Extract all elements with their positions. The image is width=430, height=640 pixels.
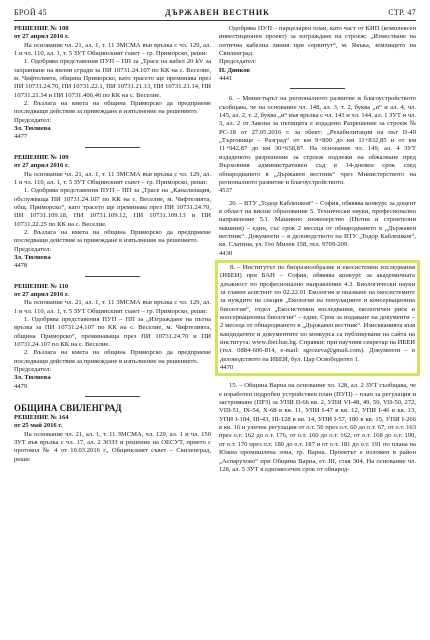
paragraph: 2. Възлага на кмета на община Приморско да предприеме последващи действия за привеждане в изпълнение на решението. <box>14 228 211 245</box>
gazette-title: ДЪРЖАВЕН ВЕСТНИК <box>165 7 270 17</box>
decision-108 <box>14 25 211 142</box>
notice-number: 4479 <box>14 382 28 390</box>
chair-name: Зл. Тюлиева <box>14 125 51 133</box>
ibei-notice: 8. – Институтът по биоразнообразие и екосистемни изследвания (ИБЕИ) при БАН – София, обявява конкурс за академичната длъжност по професионално направление 4.3. Биологически науки за главен асистент по 02.22.01 Екология и опазване на екосистемите за нуждите на секция „Екология на популациите и консервационна биология“, отдел „Екосистемни изследвания, екологичен риск и консервационна биология“ – един. Срок за подаване на документи – 2 месеца от обнародването в „Държавен вестник“. Изискванията към кандидатите и документите по конкурса са публикувани на сайта на института: www.iber.bas.bg. Справки: при научния секретар на ИБЕИ (тел. 0884-606-814, e-mail: sgrozeva@gmail.com). Документи – в деловодството на ИБЕИ, бул. Цар Освободител 1. <box>220 263 415 363</box>
paragraph: 2. Възлага на кмета на община Приморско да предприеме последващи действия за привеждане в изпълнение на решението. <box>14 349 211 365</box>
highlighted-notice <box>215 260 420 376</box>
decision-title: РЕШЕНИЕ № 164 <box>14 414 69 422</box>
varna-notice: 15. – Община Варна на основание чл. 128, ал. 2 ЗУТ съобщава, че е изработен подробен устройствен план (ПУП) – план за регулация и застрояване (ПРЗ) за УПИ II-66 кв. 2, УПИ VI-48, 49, 50, VII-50, 272, VIII-51, IX-54, X-68 в кв. 11, УПИ I-47 в кв. 12, УПИ I-46 в кв. 13, УПИ I-184, III-43, III-128 в кв. 14, УПИ I-57, 180 в кв. 15, УПИ I-266 в кв. 16 и улична регулация от о.т. 56 през о.т. 60 до о.т. 67, от о.т. 163 през о.т. 162 до о.т. 176, от о.т. 160 до о.т. 162, от о.т. 168 до о.т. 190, от о.т. 170 през о.т. 180 до о.т. 187 и от о.т. 181 до о.т. 191 по плана на Южна промишлена зона, гр. Варна. Проектът е изложен в район „Аспарухово“ при Община Варна, ет. III, стая 304. На основание чл. 128, ал. 5 ЗУТ в едномесечен срок от обнарод- <box>219 382 416 473</box>
paragraph: На основание чл. 21, ал. 1, т. 11 ЗМСМА, чл. 129, ал. 1 и чл. 150 ЗУТ във връзка с чл. 17, ал. 2 ЗОЗЗ и решение на ОЕСУТ, прието с протокол № 4 от 10.03.2016 г., Общинският съвет – Свиленград, реши: <box>14 430 211 463</box>
chair-label: Председател: <box>14 116 52 124</box>
right-column <box>219 25 416 474</box>
decision-date: от 27 април 2016 г. <box>14 290 69 298</box>
paragraph: На основание чл. 21, ал. 1, т. 11 ЗМСМА във връзка с чл. 129, ал. 1 и чл. 110, ал. 1, т. 5 ЗУТ Общинският съвет – гр. Приморско, реши: <box>14 299 211 315</box>
decision-109 <box>14 154 211 271</box>
chair-name: Н. Динков <box>219 66 250 74</box>
notice-number: 4441 <box>219 75 233 83</box>
municipality-svilengrad <box>14 403 211 464</box>
paragraph: На основание чл. 21, ал. 1, т. 11 ЗМСМА във връзка с чл. 129, ал. 1 и чл. 110, ал. 1, т. 5 ЗУТ Общинският съвет – гр. Приморско, реши: <box>14 41 211 58</box>
municipality-heading: ОБЩИНА СВИЛЕНГРАД <box>14 403 122 414</box>
left-column <box>14 25 211 474</box>
chair-label: Председател: <box>14 366 52 374</box>
chair-label: Председател: <box>14 245 52 253</box>
paragraph: 1. Одобрява представения ПУП – ПП за „Трасе на „Канализация, обслужваща ПИ 10731.24.107 по КК на с. Веселие, м. Чифтелията, общ. Приморско“, като трасето ще преминава през ПИ 10731.24.70, ПИ 10731.109.18, ПИ 10731.109.12, ПИ 10731.109.13 и ПИ 10731.22.25 по КК на с. Веселие. <box>14 187 211 228</box>
header-rule <box>14 20 416 21</box>
separator <box>85 276 140 277</box>
notice-number: 4477 <box>14 133 28 141</box>
ministry-notice: 6. – Министърът на регионалното развитие и благоустройството съобщава, че на основание чл. 148, ал. 3, т. 2, буква „и“ и ал. 4, чл. 145, ал. 2, т. 2, буква „и“ във връзка с чл. 143 и чл. 144, ал. 1 ЗУТ и чл. 3, ал. 2 от Закона за пътищата е издадено Разрешение за строеж № РС-18 от 27.05.2016 г. за обект: „Рехабилитация на път II-49 „Търговище – Разград“ от км 9+800 до км 11+832,85 и от км 11+942,87 до км 30+658,87. На основание чл. 149, ал. 4 ЗУТ издаденото разрешение за строеж подлежи на обжалване пред Върховния административен съд в 14-дневен срок след обнародването в „Държавен вестник“ чрез Министерството на регионалното развитие и благоустройството. <box>219 95 416 186</box>
chair-label: Председател: <box>219 58 257 66</box>
issue-number: БРОЙ 45 <box>14 7 47 17</box>
vtu-notice: 20. – ВТУ „Тодор Каблешков“ – София, обявява конкурс за доцент в област на висше образование 5. Технически науки, професионално направление 5.1. Машинно инженерство (Пътни и строителни машини) – един, със срок 2 месеца от обнародването в „Държавен вестник“. Документи – в деловодството на ВТУ „Тодор Каблешков“, кв. Слатина, ул. Гео Милев 158, тел. 9709-209. <box>219 199 416 249</box>
paragraph: 2. Възлага на кмета на община Приморско да предприеме последващи действия за привеждане в изпълнение на решението. <box>14 100 211 116</box>
notice-number: 4430 <box>219 249 233 257</box>
decision-date: от 25 май 2016 г. <box>14 422 63 430</box>
paragraph: Одобрява ПУП – парцеларен план, като част от КИП (комплексен инвестиционен проект) за изграждане на строеж: „Изместване на оптична кабелна линия при сервитут“, м. Якъка, землището на Свиленград. <box>219 25 416 58</box>
separator <box>85 147 140 148</box>
paragraph: 1. Одобрява представения ПУП – ПП за „Изграждане на пътна връзка за ПИ 10731.24.107 по КК на с. Веселие, м. Чифтелията, община Приморско“, преминаваща през ПИ 10731.24.70 и ПИ 10731.24.107 по КК на с. Веселие. <box>14 316 211 349</box>
decision-title: РЕШЕНИЕ № 109 <box>14 153 69 161</box>
paragraph: На основание чл. 21, ал. 1, т. 11 ЗМСМА във връзка с чл. 129, ал. 1 и чл. 110, ал. 1, т. 5 ЗУТ Общинският съвет – гр. Приморско, реши: <box>14 170 211 186</box>
notice-number: 4470 <box>220 364 234 372</box>
chair-name: Зл. Тюлиева <box>14 253 51 261</box>
decision-date: от 27 април 2016 г. <box>14 162 69 170</box>
decision-title: РЕШЕНИЕ № 110 <box>14 282 69 290</box>
page-header <box>14 6 416 18</box>
chair-name: Зл. Тюлиева <box>14 374 51 382</box>
page-number: СТР. 47 <box>388 7 416 17</box>
decision-date: от 27 април 2016 г. <box>14 33 69 41</box>
separator <box>290 88 345 89</box>
notice-number: 4537 <box>219 187 233 195</box>
decision-title: РЕШЕНИЕ № 108 <box>14 25 69 32</box>
decision-110 <box>14 283 211 391</box>
notice-number: 4478 <box>14 262 28 270</box>
separator <box>85 396 140 397</box>
paragraph: 1. Одобрява представения ПУП – ПП за „Трасе на кабел 20 kV за захранване на вилни сгради за ПИ 10731.24.107 по КК на с. Веселие, м. Чифтелията, община Приморско, като трасето ще преминава през ПИ 10731.24.70, ПИ 10731.22.1, ПИ 10731.21.13, ПИ 10731.21.14, ПИ 10731.21.34 и ПИ 10731.406.46 по КК на с. Веселие. <box>14 58 211 99</box>
